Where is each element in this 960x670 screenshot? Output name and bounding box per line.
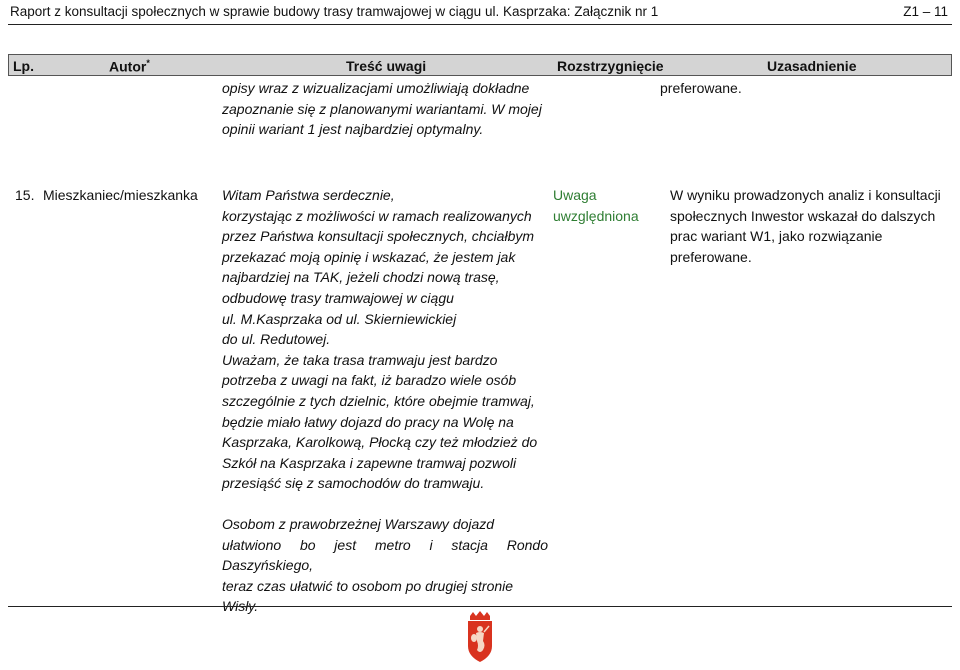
comment-line: odbudowę trasy tramwajowej w ciągu [222,289,454,306]
column-rozstrzygniecie: Rozstrzygnięcie [557,58,664,74]
uzasadnienie-continued: preferowane. [660,80,742,96]
column-tresc: Treść uwagi [346,58,427,74]
column-lp: Lp. [13,58,34,74]
row-resolution [553,185,653,226]
comment-line: do ul. Redutowej. [222,331,331,348]
report-title: Raport z konsultacji społecznych w sprawie budowy trasy tramwajowej w ciągu ul. Kasprzaka: Załącznik nr 1 [10,4,659,19]
table-header [8,54,952,76]
comment-line: przez Państwa konsultacji społecznych, chciałbym [222,228,535,245]
comment-line: teraz czas ułatwić to osobom po drugiej stronie [222,577,514,594]
comment-line: przekazać moją opinię i wskazać, że jestem jak [222,248,516,265]
tresc-line: opisy wraz z wizualizacjami umożliwiają dokładne [222,80,530,96]
comment-line: najbardziej na TAK, jeżeli chodzi nową trasę, [222,269,500,286]
tresc-line: zapoznanie się z planowanymi wariantami. W mojej [222,100,542,117]
comment-line: Kasprzaka, Karolkową, Płocką czy też młodzież do [222,434,538,451]
comment-line: przesiąść się z samochodów do tramwaju. [222,475,485,492]
page-number: Z1 – 11 [903,4,948,19]
comment-line: Osobom z prawobrzeżnej Warszawy dojazd [222,516,495,532]
comment-line: będzie miało łatwy dojazd do pracy na Wolę na [222,413,514,430]
column-autor-label: Autor [109,58,147,75]
justification-line: społecznych Inwestor wskazał do dalszych [670,207,936,224]
row-justification [670,185,948,267]
column-autor [109,58,150,75]
row-author: Mieszkaniec/mieszkanka [43,187,198,203]
justification-line: W wyniku prowadzonych analiz i konsultacji [670,187,941,203]
column-uzasadnienie: Uzasadnienie [767,58,857,74]
resolution-line: Uwaga [553,187,597,203]
row-comment [222,185,548,494]
resolution-line: uwzględniona [553,207,639,224]
comment-line: Witam Państwa serdecznie, [222,187,395,203]
justification-line: preferowane. [670,248,752,265]
column-autor-footnote-mark: * [146,58,150,68]
tresc-continued [222,78,548,140]
comment-line: szczególnie z tych dzielnic, które obejmie tramwaj, [222,392,535,409]
tresc-line: opinii wariant 1 jest najbardziej optymalny. [222,121,484,138]
justification-line: prac wariant W1, jako rozwiązanie [670,228,883,245]
table-bottom-rule [8,606,952,607]
comment-line: potrzeba z uwagi na fakt, iż baradzo wiele osób [222,372,517,389]
comment-line: Szkół na Kasprzaka i zapewne tramwaj pozwoli [222,454,517,471]
page-header [8,0,952,25]
comment-line: Wisły. [222,598,259,615]
comment-line: korzystając z możliwości w ramach realizowanych [222,207,532,224]
warsaw-emblem-icon [464,610,496,664]
row-number: 15. [15,187,35,203]
comment-line: ułatwiono bo jest metro i stacja Rondo Daszyńskiego, [222,536,548,574]
comment-line: ul. M.Kasprzaka od ul. Skierniewickiej [222,310,457,327]
row-comment-paragraph-2 [222,514,548,617]
comment-line: Uważam, że taka trasa tramwaju jest bardzo [222,351,498,368]
